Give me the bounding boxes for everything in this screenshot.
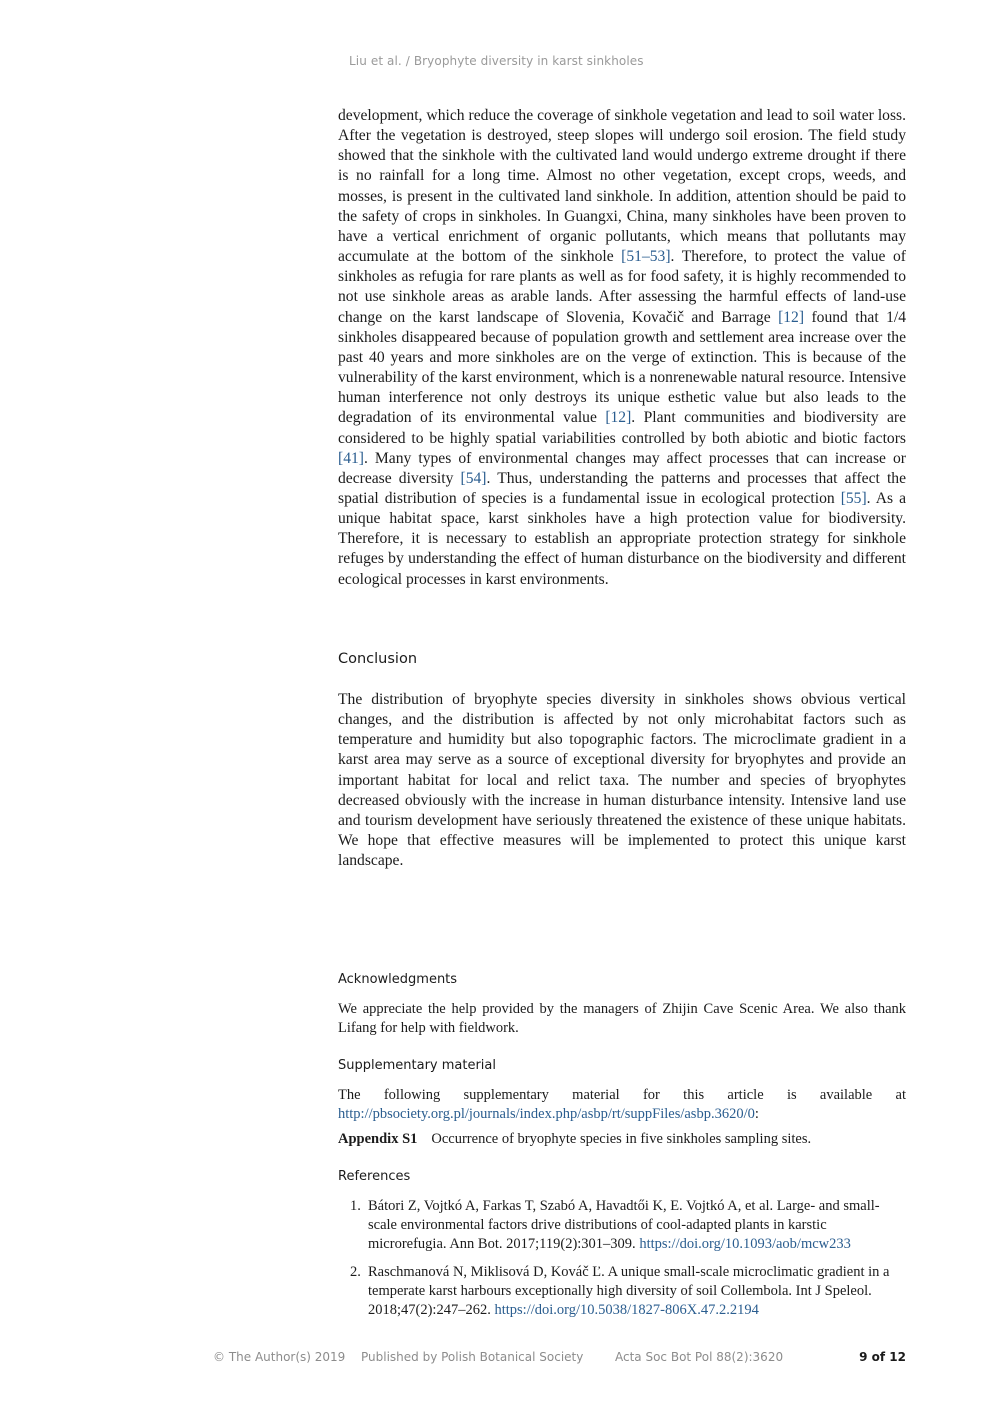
acknowledgments-body [338, 1000, 906, 1038]
citation-link[interactable]: [12] [605, 409, 632, 427]
conclusion-section [338, 651, 906, 667]
text-run: . Many types of environmental changes may affect processes that can increase or decrease diversity [338, 449, 906, 487]
references-list-container [338, 1197, 906, 1329]
text-run: . Therefore, to protect the value of sinkholes as refugia for rare plants as well as for food safety, it is highly recommended to not use sinkhole areas as arable lands. After assessing the harmful effects of land-use change on the karst landscape of Slovenia, Kovačič and Barrage [338, 248, 906, 326]
acknowledgments-paragraph: We appreciate the help provided by the managers of Zhijin Cave Scenic Area. We also thank Lifang for help with fieldwork. [338, 1001, 906, 1036]
footer-copyright: © The Author(s) 2019 [213, 1350, 346, 1364]
reference-text: Raschmanová N, Miklisová D, Kováč Ľ. A unique small-scale microclimatic gradient in a temperate karst harbours exceptionally high diversity of soil Collembola. Int J Speleol. 2018;47(2):247–262. [368, 1264, 890, 1318]
supplementary-section [338, 1058, 906, 1073]
conclusion-paragraph: The distribution of bryophyte species diversity in sinkholes shows obvious vertical changes, and the distribution is affected by not only microhabitat factors such as temperature and humidity but also topographic factors. The microclimate gradient in a karst area may serve as a source of exceptional diversity for bryophytes and provide an important habitat for local and relict taxa. The number and species of bryophytes decreased obviously with the increase in human disturbance intensity. Intensive land use and tourism development have seriously threatened the existence of these unique habitats. We hope that effective measures will be implemented to protect this unique karst landscape. [338, 691, 906, 870]
references-heading: References [338, 1169, 411, 1184]
references-list [338, 1197, 906, 1320]
reference-item [338, 1263, 906, 1320]
text-run: development, which reduce the coverage of sinkhole vegetation and lead to soil water loss. After the vegetation is destroyed, steep slopes will undergo soil erosion. The field study showed that the sinkhole with the cultivated land would undergo extreme drought if there is no rainfall for a long time. Almost no other vegetation, except crops, weeds, and mosses, is present in the cultivated land sinkhole. In addition, attention should be paid to the safety of crops in sinkholes. In Guangxi, China, many sinkholes have been proven to have a vertical enrichment of organic pollutants, which means that pollutants may accumulate at the bottom of the sinkhole [338, 107, 906, 266]
discussion-paragraph [338, 106, 906, 590]
text-run: : [754, 1106, 759, 1122]
conclusion-body [338, 690, 906, 871]
reference-number: 1. [350, 1198, 361, 1214]
appendix-entry [338, 1130, 906, 1149]
running-head: Liu et al. / Bryophyte diversity in karst sinkholes [349, 54, 644, 68]
citation-link[interactable]: [51–53] [621, 248, 671, 266]
appendix-description: Occurrence of bryophyte species in five sinkholes sampling sites. [431, 1131, 812, 1147]
reference-text: Bátori Z, Vojtkó A, Farkas T, Szabó A, Havadtői K, E. Vojtkó A, et al. Large- and small-scale environmental factors drive distributions of cool-adapted plants in karstic microrefugia. Ann Bot. 2017;119(2):301–309. [368, 1198, 880, 1252]
discussion-section [338, 106, 906, 590]
appendix-line [338, 1130, 906, 1149]
references-section [338, 1169, 906, 1184]
supplementary-link[interactable]: http://pbsociety.org.pl/journals/index.php/asbp/rt/suppFiles/asbp.3620/0 [338, 1106, 755, 1122]
supplementary-heading: Supplementary material [338, 1058, 496, 1073]
appendix-label[interactable]: Appendix S1 [338, 1131, 418, 1147]
reference-number: 2. [350, 1264, 361, 1280]
acknowledgments-heading: Acknowledgments [338, 972, 458, 987]
citation-link[interactable]: [41] [338, 449, 364, 467]
reference-doi-link[interactable]: https://doi.org/10.5038/1827-806X.47.2.2194 [494, 1302, 759, 1318]
citation-link[interactable]: [55] [840, 489, 867, 507]
footer-publisher: Published by Polish Botanical Society [361, 1350, 584, 1364]
reference-item [338, 1197, 906, 1254]
citation-link[interactable]: [54] [460, 469, 487, 487]
text-run: . As a unique habitat space, karst sinkholes have a high protection value for biodiversity. Therefore, it is necessary to establish an appropriate protection strategy for sinkhole refuges by understanding the effect of human disturbance on the biodiversity and different ecological processes in karst environments. [338, 489, 906, 588]
text-run: The following supplementary material for this article is available at [338, 1087, 906, 1103]
text-run: found that 1/4 sinkholes disappeared because of population growth and settlement area increase over the past 40 years and more sinkholes are on the verge of extinction. This is because of the vulnerability of the karst environment, which is a nonrenewable natural resource. Intensive human interference not only destroys its unique esthetic value but also leads to the degradation of its environmental value [338, 308, 906, 427]
footer-page-number: 9 of 12 [859, 1350, 906, 1364]
text-run: . Plant communities and biodiversity are considered to be highly spatial variabilities controlled by both abiotic and biotic factors [338, 409, 906, 447]
supplementary-paragraph [338, 1086, 906, 1124]
reference-doi-link[interactable]: https://doi.org/10.1093/aob/mcw233 [639, 1236, 851, 1252]
conclusion-heading: Conclusion [338, 651, 418, 667]
supplementary-body [338, 1086, 906, 1124]
acknowledgments-section [338, 972, 906, 987]
citation-link[interactable]: [12] [778, 308, 805, 326]
text-run: . Thus, understanding the patterns and processes that affect the spatial distribution of species is a fundamental issue in ecological protection [338, 469, 906, 507]
footer-journal: Acta Soc Bot Pol 88(2):3620 [615, 1350, 784, 1364]
